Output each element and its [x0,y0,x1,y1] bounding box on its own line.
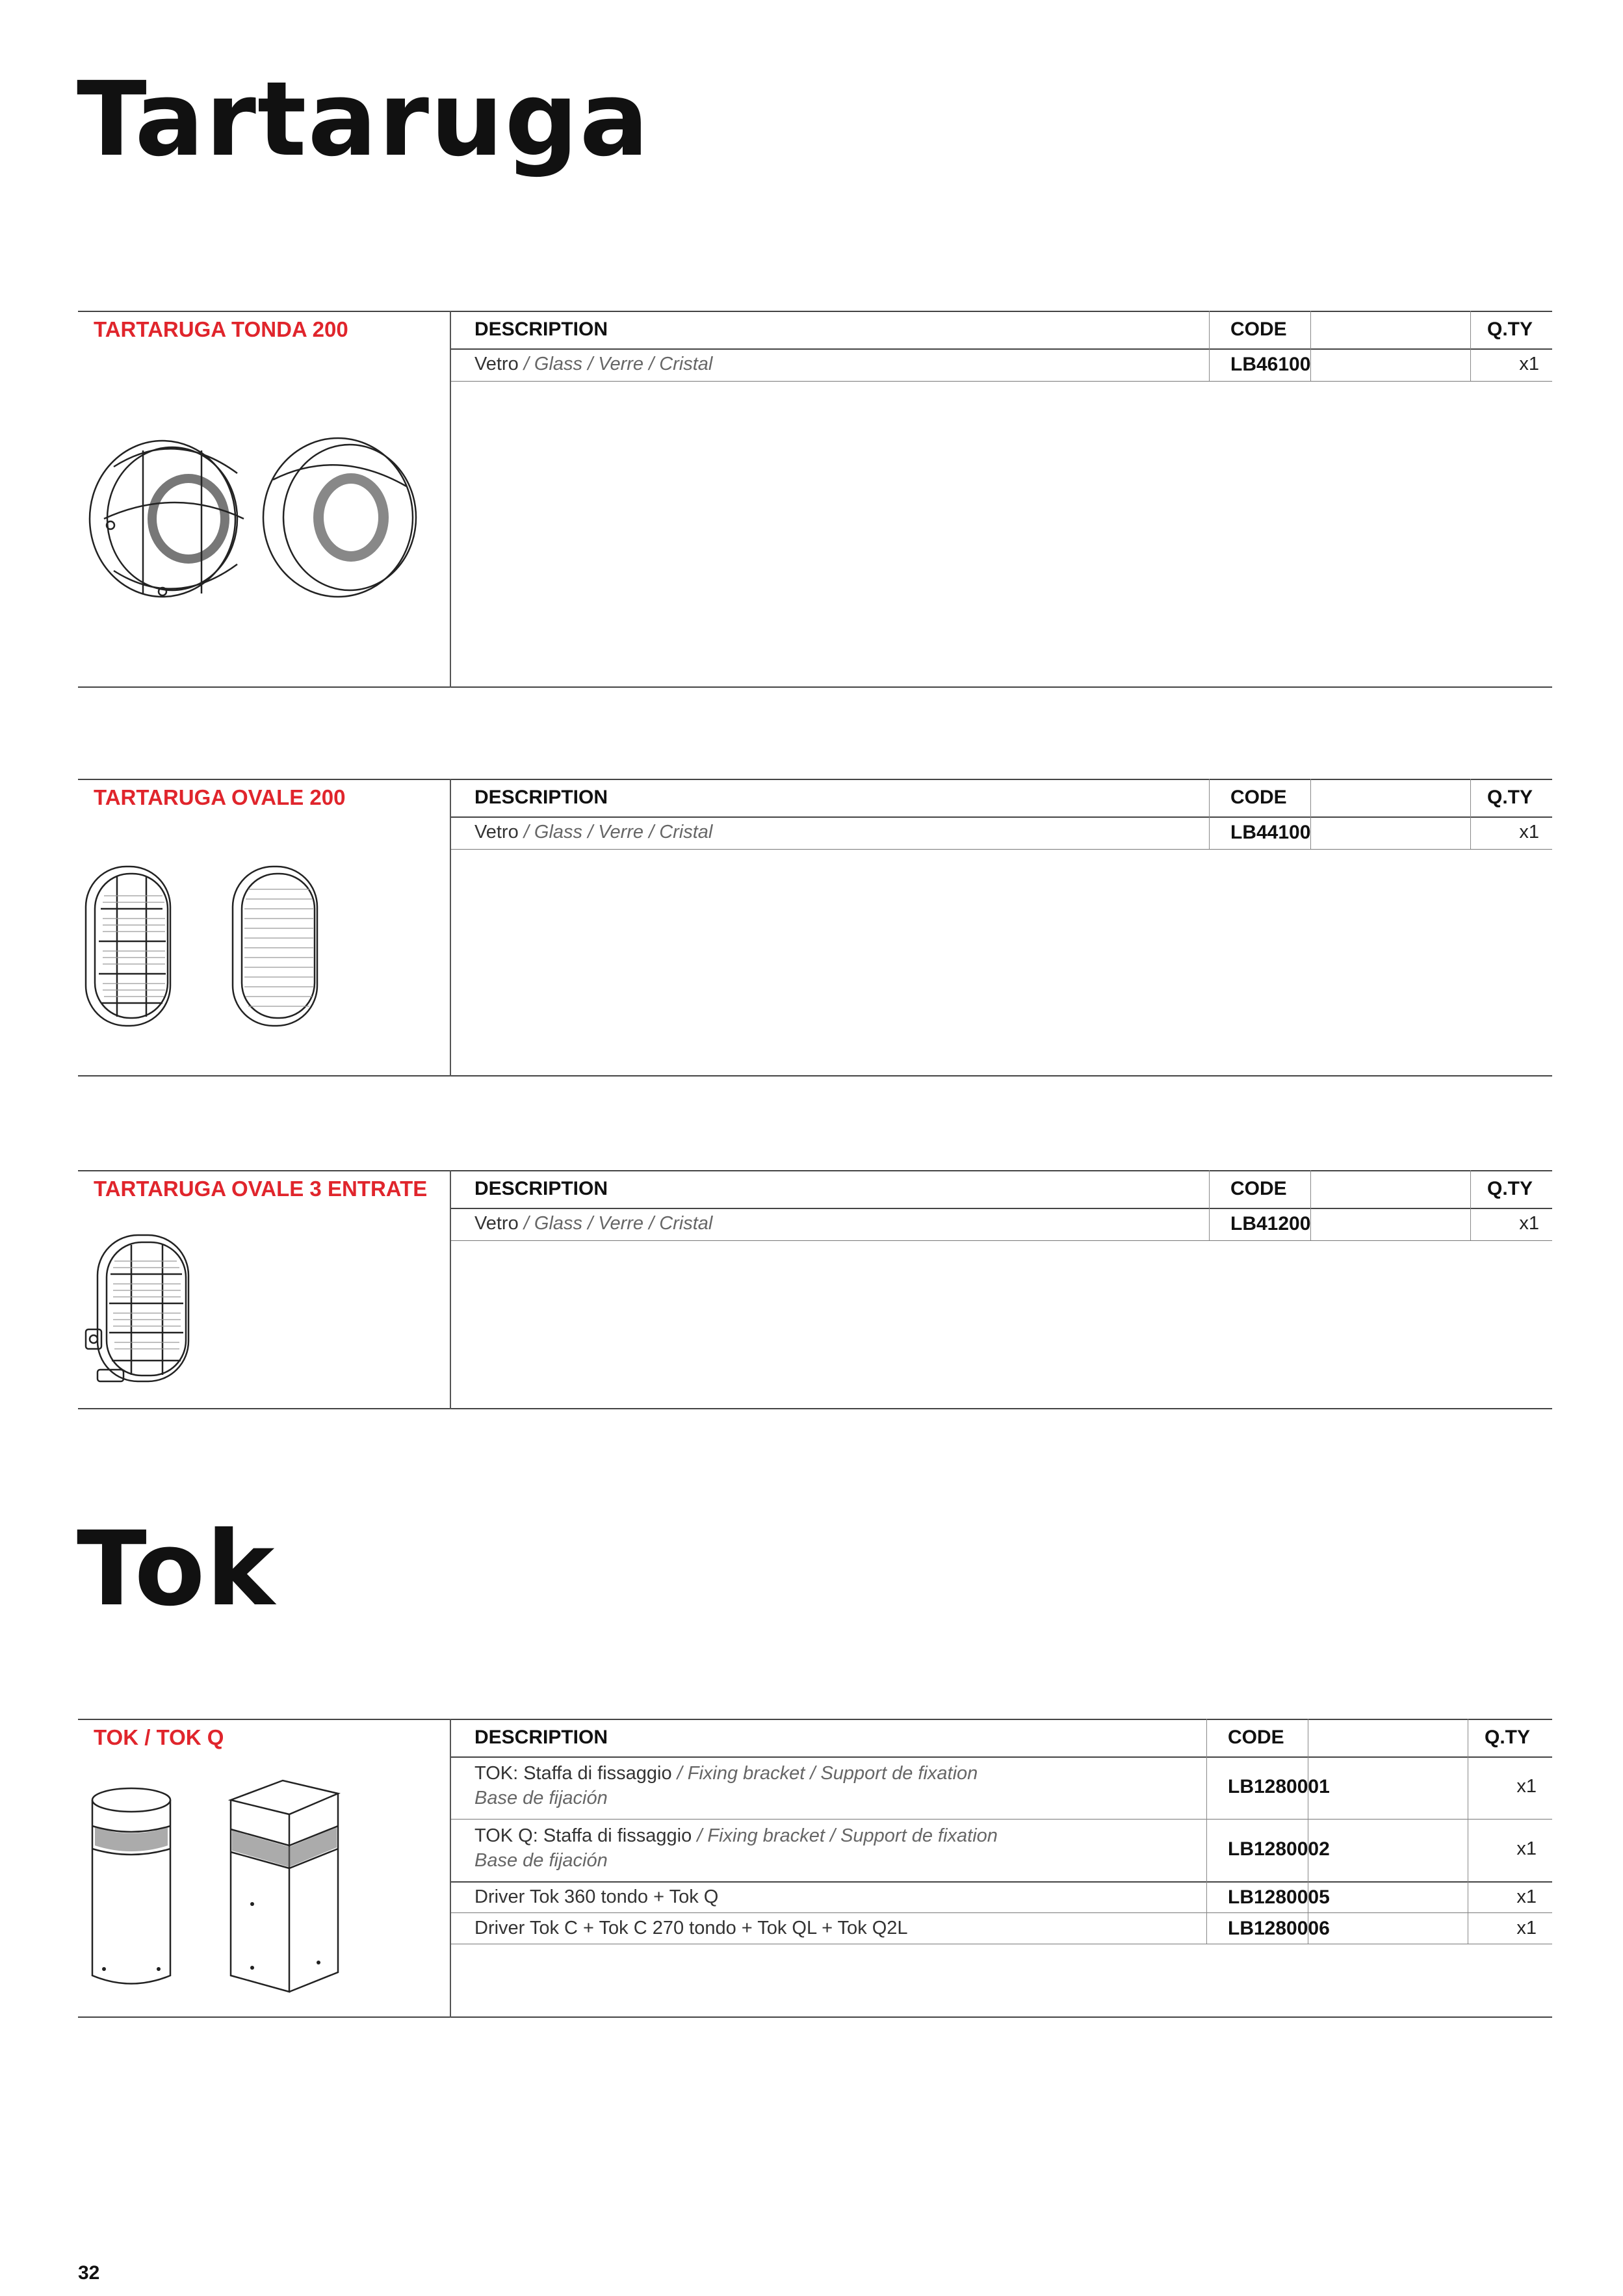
row-code: LB1280006 [1228,1918,1330,1939]
row-description: Driver Tok C + Tok C 270 tondo + Tok QL + Tok Q2L [474,1918,908,1938]
row-code: LB41200 [1230,1213,1311,1234]
row-description: TOK Q: Staffa di fissaggio / Fixing bracket / Support de fixation [474,1825,998,1846]
column-header-description: DESCRIPTION [474,787,608,808]
heading-tok: Tok [77,1509,276,1629]
row-qty: x1 [1519,1213,1539,1234]
page-number: 32 [78,2262,100,2284]
row-description-line2: Base de fijación [474,1850,608,1871]
heading-tartaruga: Tartaruga [77,60,651,179]
product-table-tartaruga-ovale-200 [78,779,1552,1076]
tartaruga-ovale-3-entrate-lamp-drawing [78,1232,273,1388]
row-description-line2: Base de fijación [474,1788,608,1808]
row-description: Vetro / Glass / Verre / Cristal [474,822,713,842]
column-header-qty: Q.TY [1487,319,1533,340]
column-header-code: CODE [1228,1727,1284,1748]
tok-q-bollard-drawing [227,1774,357,2002]
row-qty: x1 [1519,354,1539,374]
product-table-tartaruga-tonda-200 [78,311,1552,688]
product-title: TARTARUGA OVALE 3 ENTRATE [94,1177,428,1201]
row-description: Vetro / Glass / Verre / Cristal [474,1213,713,1234]
row-qty: x1 [1516,1918,1537,1938]
row-description: TOK: Staffa di fissaggio / Fixing bracket / Support de fixation [474,1763,978,1784]
column-header-qty: Q.TY [1485,1727,1531,1748]
row-qty: x1 [1516,1838,1537,1859]
column-header-description: DESCRIPTION [474,1178,608,1199]
product-title: TARTARUGA TONDA 200 [94,317,348,341]
row-code: LB1280005 [1228,1886,1330,1908]
row-qty: x1 [1516,1776,1537,1797]
row-qty: x1 [1516,1886,1537,1907]
row-description: Vetro / Glass / Verre / Cristal [474,354,713,374]
row-code: LB44100 [1230,822,1311,843]
column-header-qty: Q.TY [1487,787,1533,808]
tartaruga-ovale-grille-lamp-drawing [78,863,442,1032]
product-table-tok [78,1719,1552,2018]
column-header-qty: Q.TY [1487,1178,1533,1199]
product-title: TOK / TOK Q [94,1725,224,1749]
tartaruga-tonda-grille-lamp-drawing [78,421,442,603]
row-description: Driver Tok 360 tondo + Tok Q [474,1886,719,1907]
product-title: TARTARUGA OVALE 200 [94,785,346,809]
column-header-code: CODE [1230,319,1287,340]
column-header-description: DESCRIPTION [474,319,608,340]
row-qty: x1 [1519,822,1539,842]
row-code: LB46100 [1230,354,1311,375]
product-table-tartaruga-ovale-3-entrate [78,1170,1552,1409]
column-header-description: DESCRIPTION [474,1727,608,1748]
column-header-code: CODE [1230,1178,1287,1199]
row-code: LB1280002 [1228,1838,1330,1860]
row-code: LB1280001 [1228,1776,1330,1797]
column-header-code: CODE [1230,787,1287,808]
